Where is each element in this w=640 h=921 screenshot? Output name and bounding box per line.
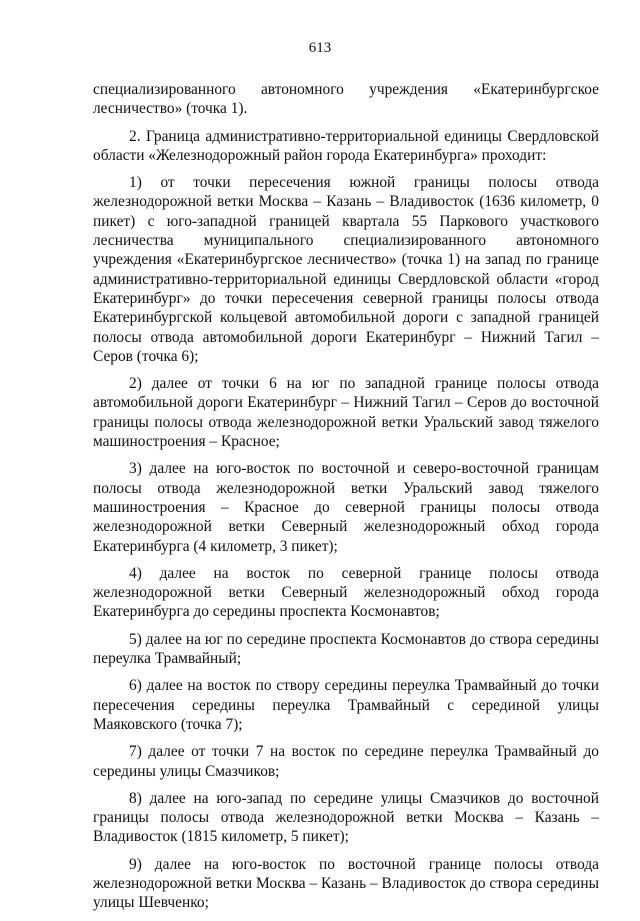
paragraph-item-5: 5) далее на юг по середине проспекта Космонавтов до створа середины переулка Трамвайный; <box>93 630 599 668</box>
paragraph-section-2: 2. Граница административно-территориальной единицы Свердловской области «Железнодорожный район города Екатеринбурга» проходит: <box>93 127 599 164</box>
document-body <box>93 80 599 921</box>
paragraph-continuation: специализированного автономного учреждения «Екатеринбургское лесничество» (точка 1). <box>93 81 599 118</box>
paragraph-item-7: 7) далее от точки 7 на восток по середине переулка Трамвайный до середины улицы Смазчиков; <box>93 743 599 780</box>
paragraph-item-6: 6) далее на восток по створу середины переулка Трамвайный до точки пересечения середины переулка Трамвайный с серединой улицы Маяковского (точка 7); <box>93 677 599 733</box>
paragraph-item-4: 4) далее на восток по северной границе полосы отвода железнодорожной ветки Северный железнодорожный обход города Екатеринбурга до середины проспекта Космонавтов; <box>93 564 599 621</box>
paragraph-item-2: 2) далее от точки 6 на юг по западной границе полосы отвода автомобильной дороги Екатеринбург – Нижний Тагил – Серов до восточной границы полосы отвода железнодорожной ветки Уральский завод тяжелого машиностроения – Красное; <box>93 375 599 451</box>
paragraph-item-3: 3) далее на юго-восток по восточной и северо-восточной границам полосы отвода железнодорожной ветки Уральский завод тяжелого машиностроения – Красное до северной границы полосы отвода железнодорожной ветки Северный железнодорожный обход города Екатеринбурга (4 километр, 3 пикет); <box>93 460 599 555</box>
page-number: 613 <box>308 40 332 56</box>
paragraph-item-8: 8) далее на юго-запад по середине улицы Смазчиков до восточной границы полосы отвода железнодорожной ветки Москва – Казань – Владивосток (1815 километр, 5 пикет); <box>93 789 599 846</box>
paragraph-item-9: 9) далее на юго-восток по восточной границе полосы отвода железнодорожной ветки Москва – Казань – Владивосток до створа середины улицы Шевченко; <box>93 855 599 912</box>
paragraph-item-1: 1) от точки пересечения южной границы полосы отвода железнодорожной ветки Москва – Казань – Владивосток (1636 километр, 0 пикет) с юго-западной границей квартала 55 Паркового участкового лесничества муниципального специализированного автономного учреждения «Екатеринбургское лесничество» (точка 1) на запад по границе административно-территориальной единицы Свердловской области «город Екатеринбург» до точки пересечения северной границы полосы отвода Екатеринбургской кольцевой автомобильной дороги с западной границей полосы отвода автомобильной дороги Екатеринбург – Нижний Тагил – Серов (точка 6); <box>93 174 599 365</box>
